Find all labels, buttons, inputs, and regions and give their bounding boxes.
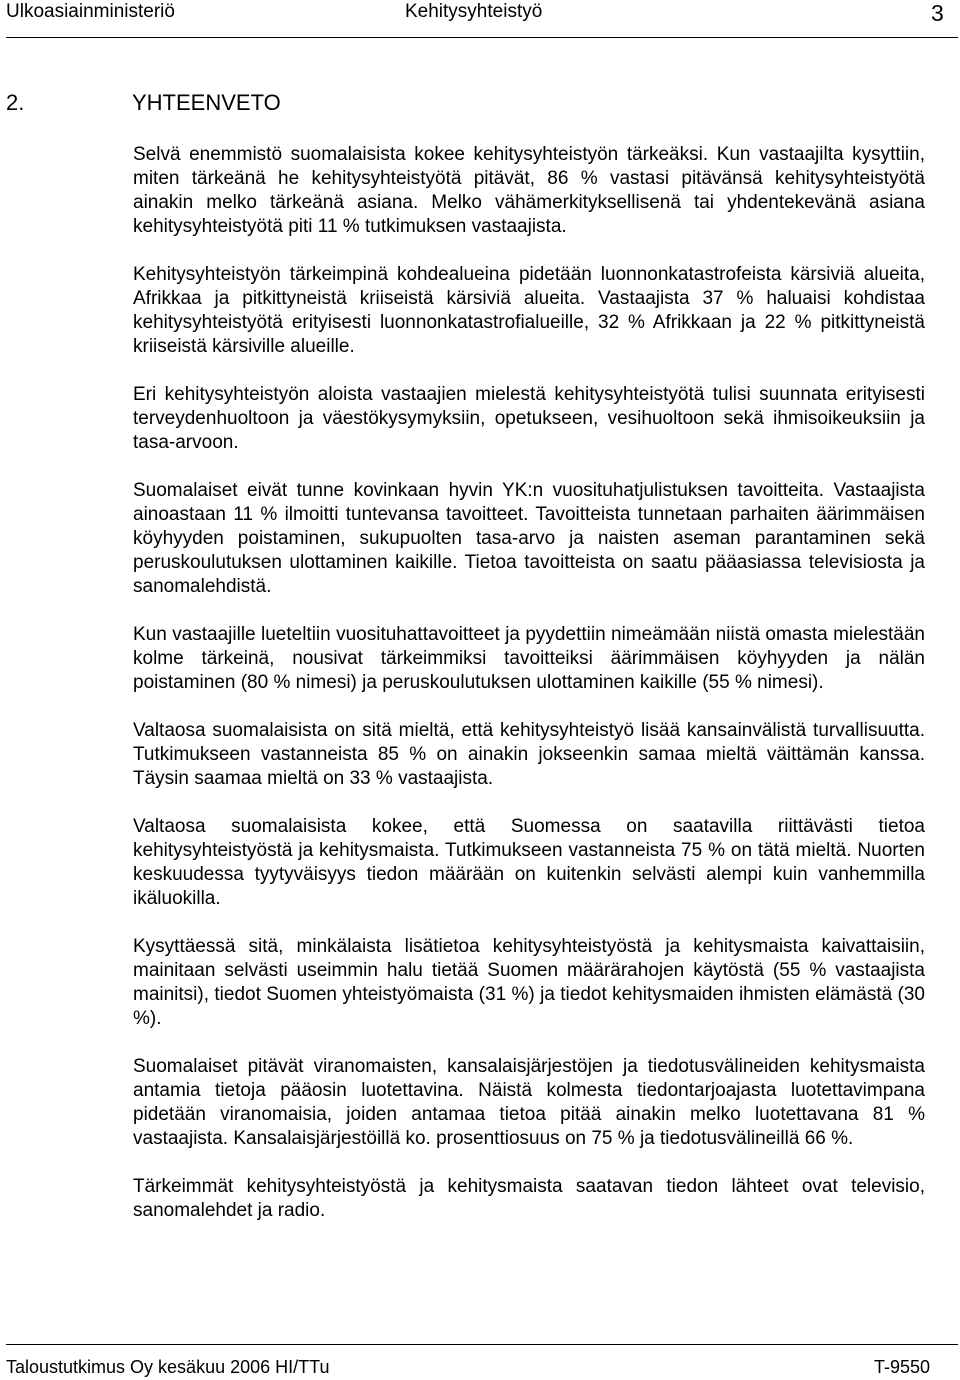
paragraph: Valtaosa suomalaisista on sitä mieltä, että kehitysyhteistyö lisää kansainvälistä turvallisuutta. Tutkimukseen vastanneista 85 % on ainakin jokseenkin samaa mieltä väittämän kanssa. Täysin saamaa mieltä on 33 % vastaajista. (133, 720, 925, 789)
footer-code: T-9550 (873, 1357, 930, 1377)
paragraph: Kun vastaajille lueteltiin vuosituhattavoitteet ja pyydettiin nimeämään niistä omasta mielestään kolme tärkeinä, nousivat tärkeimmiksi tavoitteiksi äärimmäisen köyhyyden ja nälän poistaminen (80 % nimesi) ja peruskoulutuksen ulottaminen kaikille (55 % nimesi). (133, 624, 925, 693)
page-number: 3 (931, 0, 944, 26)
paragraph: Eri kehitysyhteistyön aloista vastaajien mielestä kehitysyhteistyötä tulisi suunnata erityisesti terveydenhuoltoon ja väestökysymyksiin, opetukseen, vesihuoltoon sekä ihmisoikeuksiin ja tasa-arvoon. (133, 384, 925, 453)
paragraph: Tärkeimmät kehitysyhteistyöstä ja kehitysmaista saatavan tiedon lähteet ovat televisio, sanomalehdet ja radio. (133, 1176, 925, 1221)
section-title: YHTEENVETO (132, 90, 281, 115)
paragraph: Valtaosa suomalaisista kokee, että Suomessa on saatavilla riittävästi tietoa kehitysyhteistyöstä ja kehitysmaista. Tutkimukseen vastanneista 75 % on tätä mieltä. Nuorten keskuudessa tyytyväisyys tiedon määrään on kuitenkin selvästi alempi kuin vanhemmilla ikäluokilla. (133, 816, 925, 909)
page-header (6, 0, 958, 38)
paragraph: Suomalaiset eivät tunne kovinkaan hyvin YK:n vuosituhatjulistuksen tavoitteita. Vastaajista ainoastaan 11 % ilmoitti tuntevansa tavoitteet. Tavoitteista tunnetaan parhaiten äärimmäisen köyhyyden poistaminen, sukupuolten tasa-arvo ja naisten aseman parantaminen sekä peruskoulutuksen ulottaminen kaikille. Tietoa tavoitteista on saatu pääasiassa televisiosta ja sanomalehdistä. (133, 480, 925, 597)
paragraph: Kehitysyhteistyön tärkeimpinä kohdealueina pidetään luonnonkatastrofeista kärsiviä alueita, Afrikkaa ja pitkittyneistä kriiseistä kärsiviä alueita. Vastaajista 37 % haluaisi kohdistaa kehitysyhteistyötä erityisesti luonnonkatastrofialueille, 32 % Afrikkaan ja 22 % pitkittyneistä kriiseistä kärsiville alueille. (133, 264, 925, 357)
paragraph: Selvä enemmistö suomalaisista kokee kehitysyhteistyön tärkeäksi. Kun vastaajilta kysyttiin, miten tärkeänä he kehitysyhteistyötä pitävät, 86 % vastasi pitävänsä kehitysyhteistyötä ainakin melko tärkeänä asiana. Melko vähämerkityksellisenä tai yhdentekevänä asiana kehitysyhteistyötä piti 11 % tutkimuksen vastaajista. (133, 144, 925, 237)
page-footer (6, 1344, 958, 1377)
section-number: 2. (6, 90, 25, 115)
paragraph: Kysyttäessä sitä, minkälaista lisätietoa kehitysyhteistyöstä ja kehitysmaista kaivattaisiin, mainitaan selvästi useimmin halu tietää Suomen määrärahojen käytöstä (55 % vastaajista mainitsi), tiedot Suomen yhteistyömaista (31 %) ja tiedot kehitysmaiden ihmisten elämästä (30 %). (133, 936, 925, 1029)
paragraph: Suomalaiset pitävät viranomaisten, kansalaisjärjestöjen ja tiedotusvälineiden kehitysmaista antamia tietoja pääosin luotettavina. Näistä kolmesta tiedontarjoajasta luotettavimpana pidetään viranomaisia, joiden antamaa tietoa pitää ainakin melko luotettavana 81 % vastaajista. Kansalaisjärjestöillä ko. prosenttiosuus on 75 % ja tiedotusvälineillä 66 %. (133, 1056, 925, 1149)
footer-publisher: Taloustutkimus Oy kesäkuu 2006 HI/TTu (6, 1357, 330, 1377)
summary-body (133, 143, 925, 1247)
section-heading (6, 90, 281, 116)
header-organization: Ulkoasiainministeriö (6, 1, 175, 22)
header-topic: Kehitysyhteistyö (405, 1, 543, 22)
